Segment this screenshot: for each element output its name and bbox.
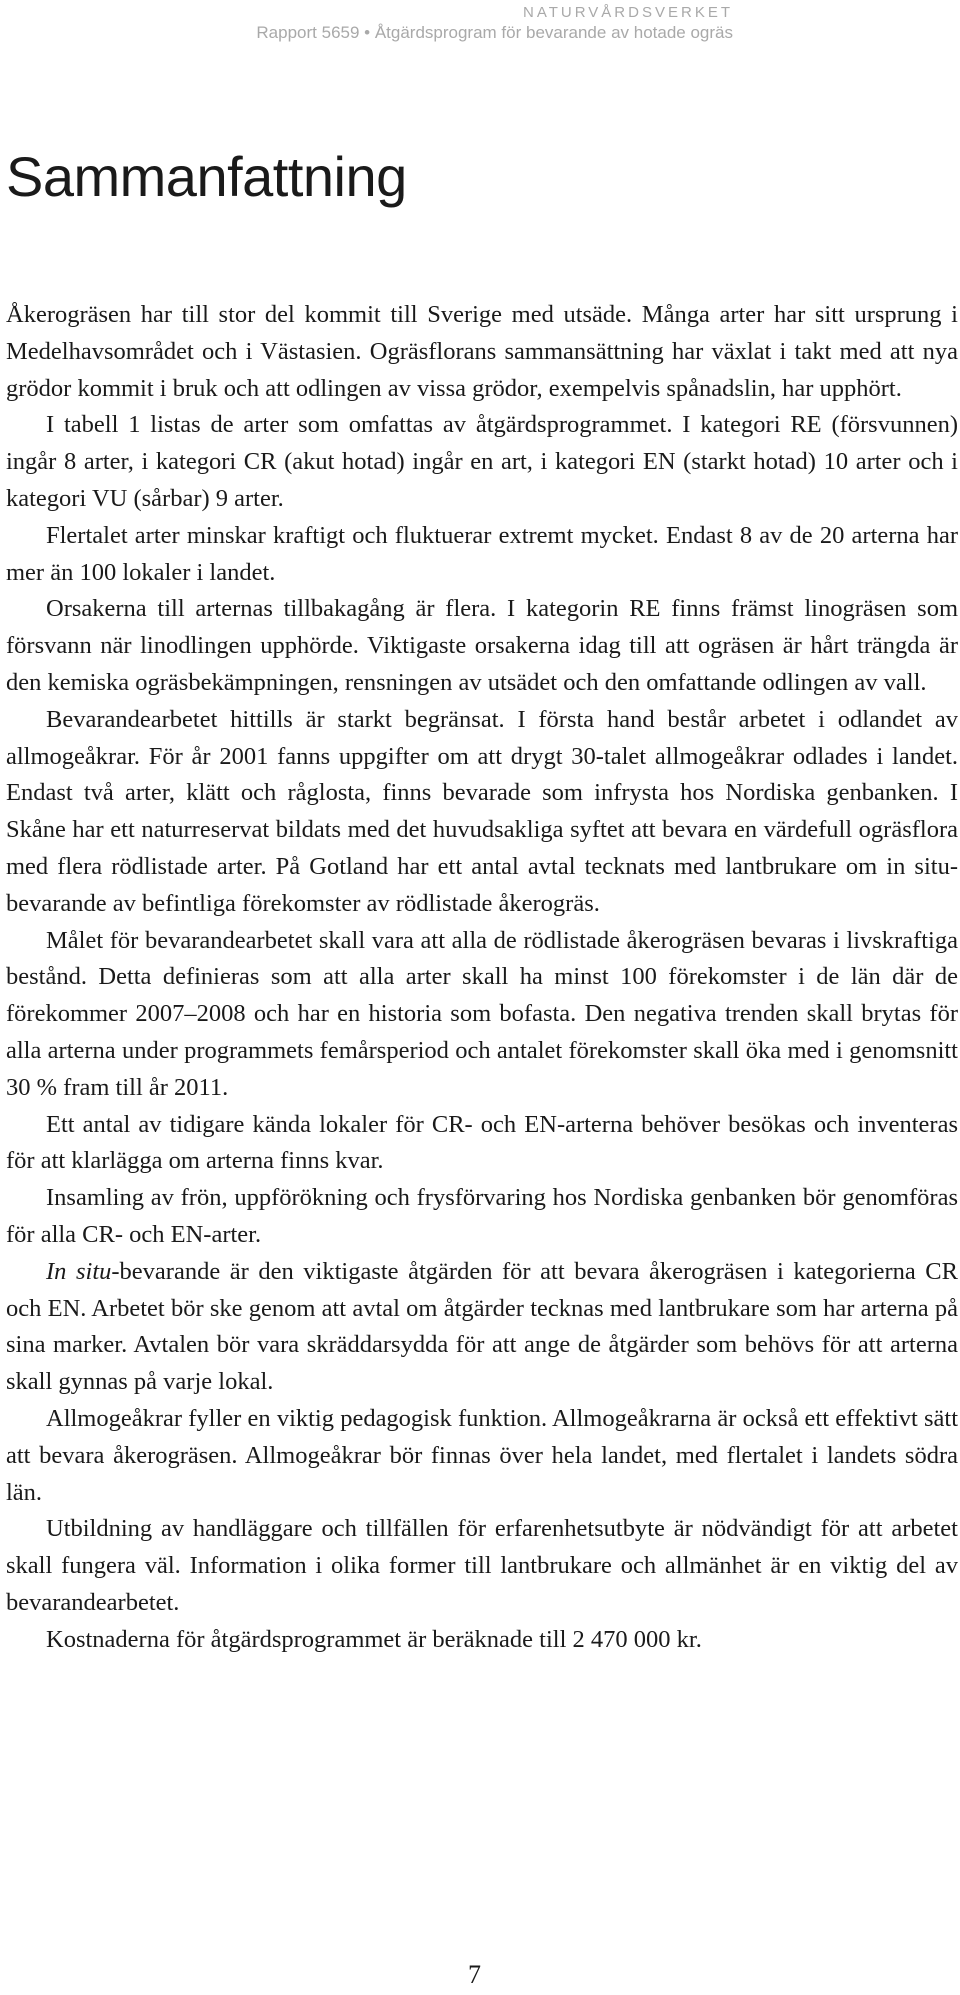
paragraph-seed-bank: Insamling av frön, uppförökning och frysförvaring hos Nordiska genbanken bör genomföras för alla CR- och EN-arter. (6, 1184, 958, 1248)
paragraph-goal: Målet för bevarandearbetet skall vara att alla de rödlistade åkerogräsen bevaras i livskraftiga bestånd. Detta definieras som att alla arter skall ha minst 100 förekomster i de län där de förekommer 2007–2008 och har en historia som bofasta. Den negativa trenden skall brytas för alla arterna under programmets femårsperiod och antalet förekomster skall öka med i genomsnitt 30 % fram till år 2011. (6, 926, 958, 1101)
page-number: 7 (468, 1960, 481, 1989)
in-situ-text: -bevarande är den viktigaste åtgärden för att bevara åkerogräsen i kategorierna CR och EN. Arbetet bör ske genom att avtal om åtgärder tecknas med lantbrukare som har arterna på sina marker. Avtalen bör vara skräddarsydda för att ange de åtgärder som behövs för att arterna skall gynnas på varje lokal. (6, 1257, 958, 1396)
header-organization: NATURVÅRDSVERKET (523, 4, 733, 21)
page-title: Sammanfattning (6, 145, 407, 208)
paragraph-causes: Orsakerna till arternas tillbakagång är flera. I kategorin RE finns främst linogräsen som försvann när linodlingen upphörde. Viktigaste orsakerna idag till att ogräsen är hårt trängda är den kemiska ogräsbekämpningen, rensningen av utsädet och den omfattande odlingen av vall. (6, 595, 958, 696)
in-situ-italic: In situ (46, 1257, 112, 1285)
summary-body (6, 297, 958, 1658)
paragraph-categories: I tabell 1 listas de arter som omfattas av åtgärdsprogrammet. I kategori RE (försvunnen) ingår 8 arter, i kategori CR (akut hotad) ingår en art, i kategori EN (starkt hotad) 10 arter och i kategori VU (sårbar) 9 arter. (6, 411, 958, 512)
paragraph-conservation-work: Bevarandearbetet hittills är starkt begränsat. I första hand består arbetet i odlandet av allmogeåkrar. För år 2001 fanns uppgifter om att drygt 30-talet allmogeåkrar odlades i landet. Endast två arter, klätt och råglosta, finns bevarade som infrysta hos Nordiska genbanken. I Skåne har ett naturreservat bildats med det huvudsakliga syftet att bevara en värdefull ogräsflora med flera rödlistade arter. På Gotland har ett antal avtal tecknats med lantbrukare om in situ-bevarande av befintliga förekomster av rödlistade åkerogräs. (6, 705, 958, 917)
header-report-line: Rapport 5659 • Åtgärdsprogram för bevarande av hotade ogräs (256, 23, 733, 42)
paragraph-inventory: Ett antal av tidigare kända lokaler för CR- och EN-arterna behöver besökas och inventeras för att klarlägga om arterna finns kvar. (6, 1110, 958, 1175)
paragraph-decline: Flertalet arter minskar kraftigt och fluktuerar extremt mycket. Endast 8 av de 20 arterna har mer än 100 lokaler i landet. (6, 521, 958, 586)
paragraph-intro: Åkerogräsen har till stor del kommit till Sverige med utsäde. Många arter har sitt ursprung i Medelhavsområdet och i Västasien. Ogräsflorans sammansättning har växlat i takt med att nya grödor kommit i bruk och att odlingen av vissa grödor, exempelvis spånadslin, har upphört. (6, 301, 958, 402)
paragraph-education: Utbildning av handläggare och tillfällen för erfarenhetsutbyte är nödvändigt för att arbetet skall fungera väl. Information i olika former till lantbrukare och allmänhet är en viktig del av bevarandearbetet. (6, 1515, 958, 1616)
paragraph-in-situ (6, 1254, 958, 1401)
paragraph-traditional-fields: Allmogeåkrar fyller en viktig pedagogisk funktion. Allmogeåkrarna är också ett effektivt sätt att bevara åkerogräsen. Allmogeåkrar bör finnas över hela landet, med flertalet i landets södra län. (6, 1404, 958, 1506)
paragraph-costs: Kostnaderna för åtgärdsprogrammet är beräknade till 2 470 000 kr. (46, 1625, 702, 1653)
